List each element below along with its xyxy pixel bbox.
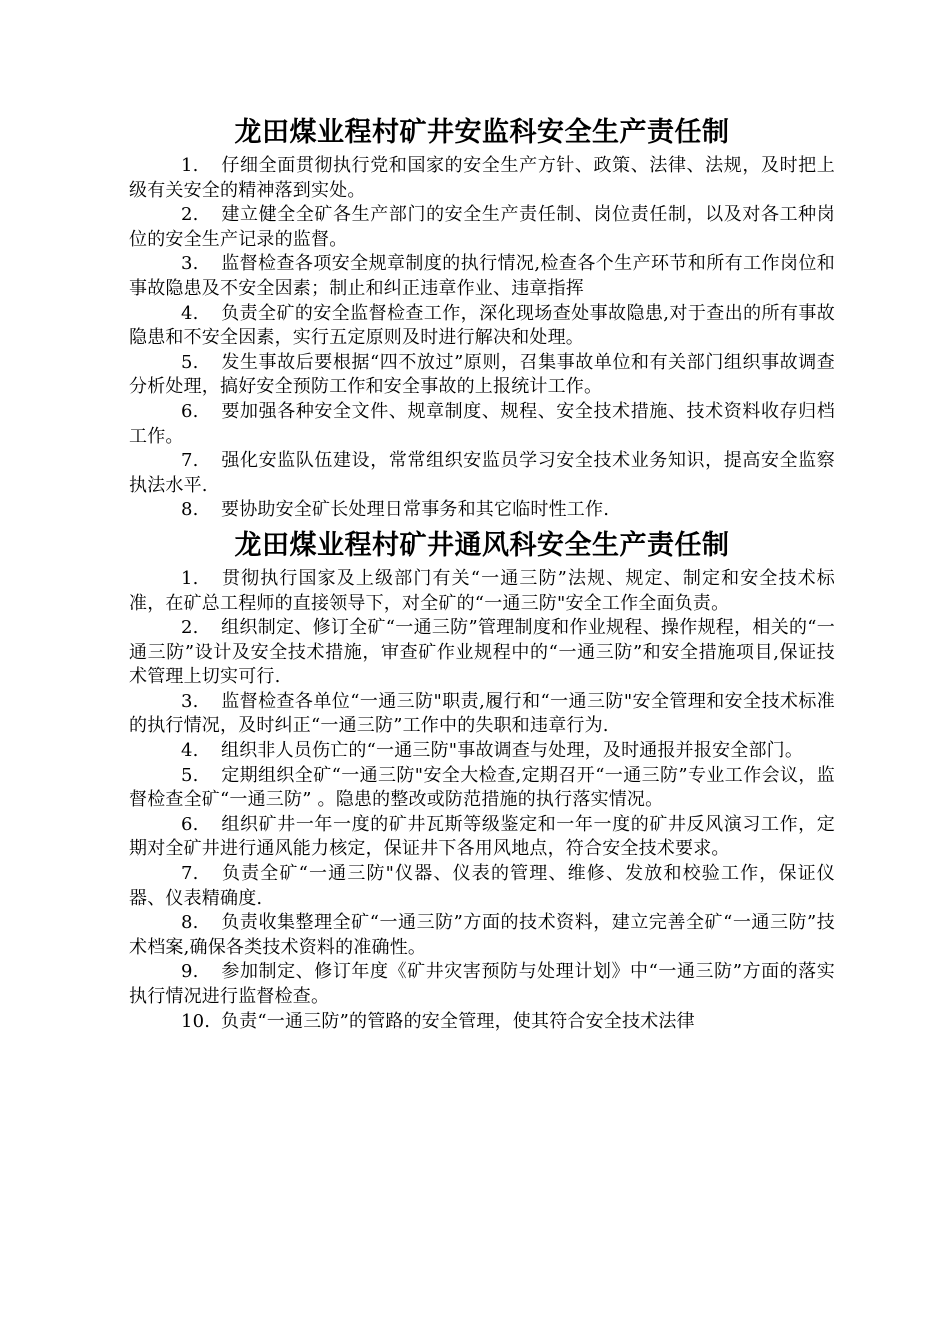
item-text: 强化安监队伍建设，常常组织安监员学习安全技术业务知识，提高安全监察执法水平. (129, 450, 835, 496)
list-item (129, 960, 835, 1009)
list-item (129, 498, 835, 523)
section-title: 龙田煤业程村矿井安监科安全生产责任制 (234, 117, 730, 148)
item-number: 5. (181, 764, 199, 786)
item-text: 监督检查各项安全规章制度的执行情况,检查各个生产环节和所有工作岗位和事故隐患及不安全因素；制止和纠正违章作业、违章指挥 (129, 253, 835, 299)
list-item (129, 302, 835, 351)
item-number: 4. (181, 302, 199, 324)
item-number: 3. (181, 690, 199, 712)
section-ventilation (129, 525, 835, 1034)
list-item (129, 351, 835, 400)
item-number: 6. (181, 400, 199, 422)
section-title: 龙田煤业程村矿井通风科安全生产责任制 (234, 529, 730, 561)
item-text: 负责收集整理全矿“一通三防”方面的技术资料，建立完善全矿“一通三防”技术档案,确保各类技术资料的准确性。 (129, 912, 835, 958)
item-number: 7. (181, 450, 199, 472)
list-item (129, 764, 835, 813)
section-safety-supervision (129, 112, 835, 523)
list-item (129, 1010, 835, 1035)
list-item (129, 203, 835, 252)
item-text: 要协助安全矿长处理日常事务和其它临时性工作. (221, 499, 610, 521)
item-text: 定期组织全矿“一通三防"安全大检查,定期召开“一通三防”专业工作会议，监督检查全矿“一通三防” 。隐患的整改或防范措施的执行落实情况。 (129, 764, 835, 811)
item-text: 参加制定、修订年度《矿井灾害预防与处理计划》中“一通三防”方面的落实执行情况进行监督检查。 (129, 961, 835, 1007)
item-number: 3. (181, 253, 199, 275)
item-number: 2. (181, 617, 199, 639)
item-number: 6. (181, 813, 199, 835)
item-number: 5. (181, 351, 199, 373)
list-item (129, 911, 835, 960)
list-item (129, 449, 835, 498)
item-number: 10. (181, 1010, 211, 1032)
item-number: 1. (181, 567, 199, 589)
list-item (129, 154, 835, 203)
item-text: 组织矿井一年一度的矿井瓦斯等级鉴定和一年一度的矿井反风演习工作，定期对全矿井进行通风能力核定，保证井下各用风地点，符合安全技术要求。 (129, 813, 835, 860)
list-item (129, 616, 835, 690)
item-number: 1. (181, 155, 199, 176)
item-text: 要加强各种安全文件、规章制度、规程、安全技术措施、技术资料收存归档工作。 (129, 400, 835, 447)
item-text: 负责“一通三防”的管路的安全管理，使其符合安全技术法律 (221, 1010, 695, 1032)
item-text: 负责全矿“一通三防"仪器、仪表的管理、维修、发放和校验工作，保证仪器、仪表精确度. (129, 863, 835, 909)
item-text: 发生事故后要根据“四不放过”原则，召集事故单位和有关部门组织事故调查分析处理，搞好安全预防工作和安全事故的上报统计工作。 (129, 351, 835, 398)
item-number: 7. (181, 863, 199, 885)
list-item (129, 739, 835, 764)
document-body (129, 112, 835, 1034)
list-item (129, 813, 835, 862)
item-number: 2. (181, 204, 199, 226)
item-text: 贯彻执行国家及上级部门有关“一通三防”法规、规定、制定和安全技术标准，在矿总工程师的直接领导下，对全矿的“一通三防"安全工作全面负责。 (129, 567, 835, 614)
list-item (129, 252, 835, 301)
item-text: 负责全矿的安全监督检查工作，深化现场查处事故隐患,对于查出的所有事故隐患和不安全因素，实行五定原则及时进行解决和处理。 (129, 302, 835, 349)
item-text: 组织制定、修订全矿“一通三防”管理制度和作业规程、操作规程，相关的“一通三防”设计及安全技术措施，审查矿作业规程中的“一通三防”和安全措施项目,保证技术管理上切实可行. (129, 617, 835, 688)
item-text: 组织非人员伤亡的“一通三防"事故调查与处理，及时通报并报安全部门。 (221, 740, 804, 762)
item-number: 4. (181, 740, 199, 762)
list-item (129, 690, 835, 739)
item-number: 8. (181, 912, 199, 934)
item-number: 9. (181, 961, 199, 983)
list-item (129, 400, 835, 449)
item-text: 建立健全全矿各生产部门的安全生产责任制、岗位责任制，以及对各工种岗位的安全生产记录的监督。 (129, 204, 835, 250)
list-item (129, 567, 835, 616)
item-number: 8. (181, 499, 199, 521)
list-item (129, 862, 835, 911)
item-text: 监督检查各单位“一通三防"职责,履行和“一通三防"安全管理和安全技术标准的执行情况，及时纠正“一通三防”工作中的失职和违章行为. (129, 690, 835, 737)
item-text: 仔细全面贯彻执行党和国家的安全生产方针、政策、法律、法规，及时把上级有关安全的精神落到实处。 (129, 155, 835, 201)
